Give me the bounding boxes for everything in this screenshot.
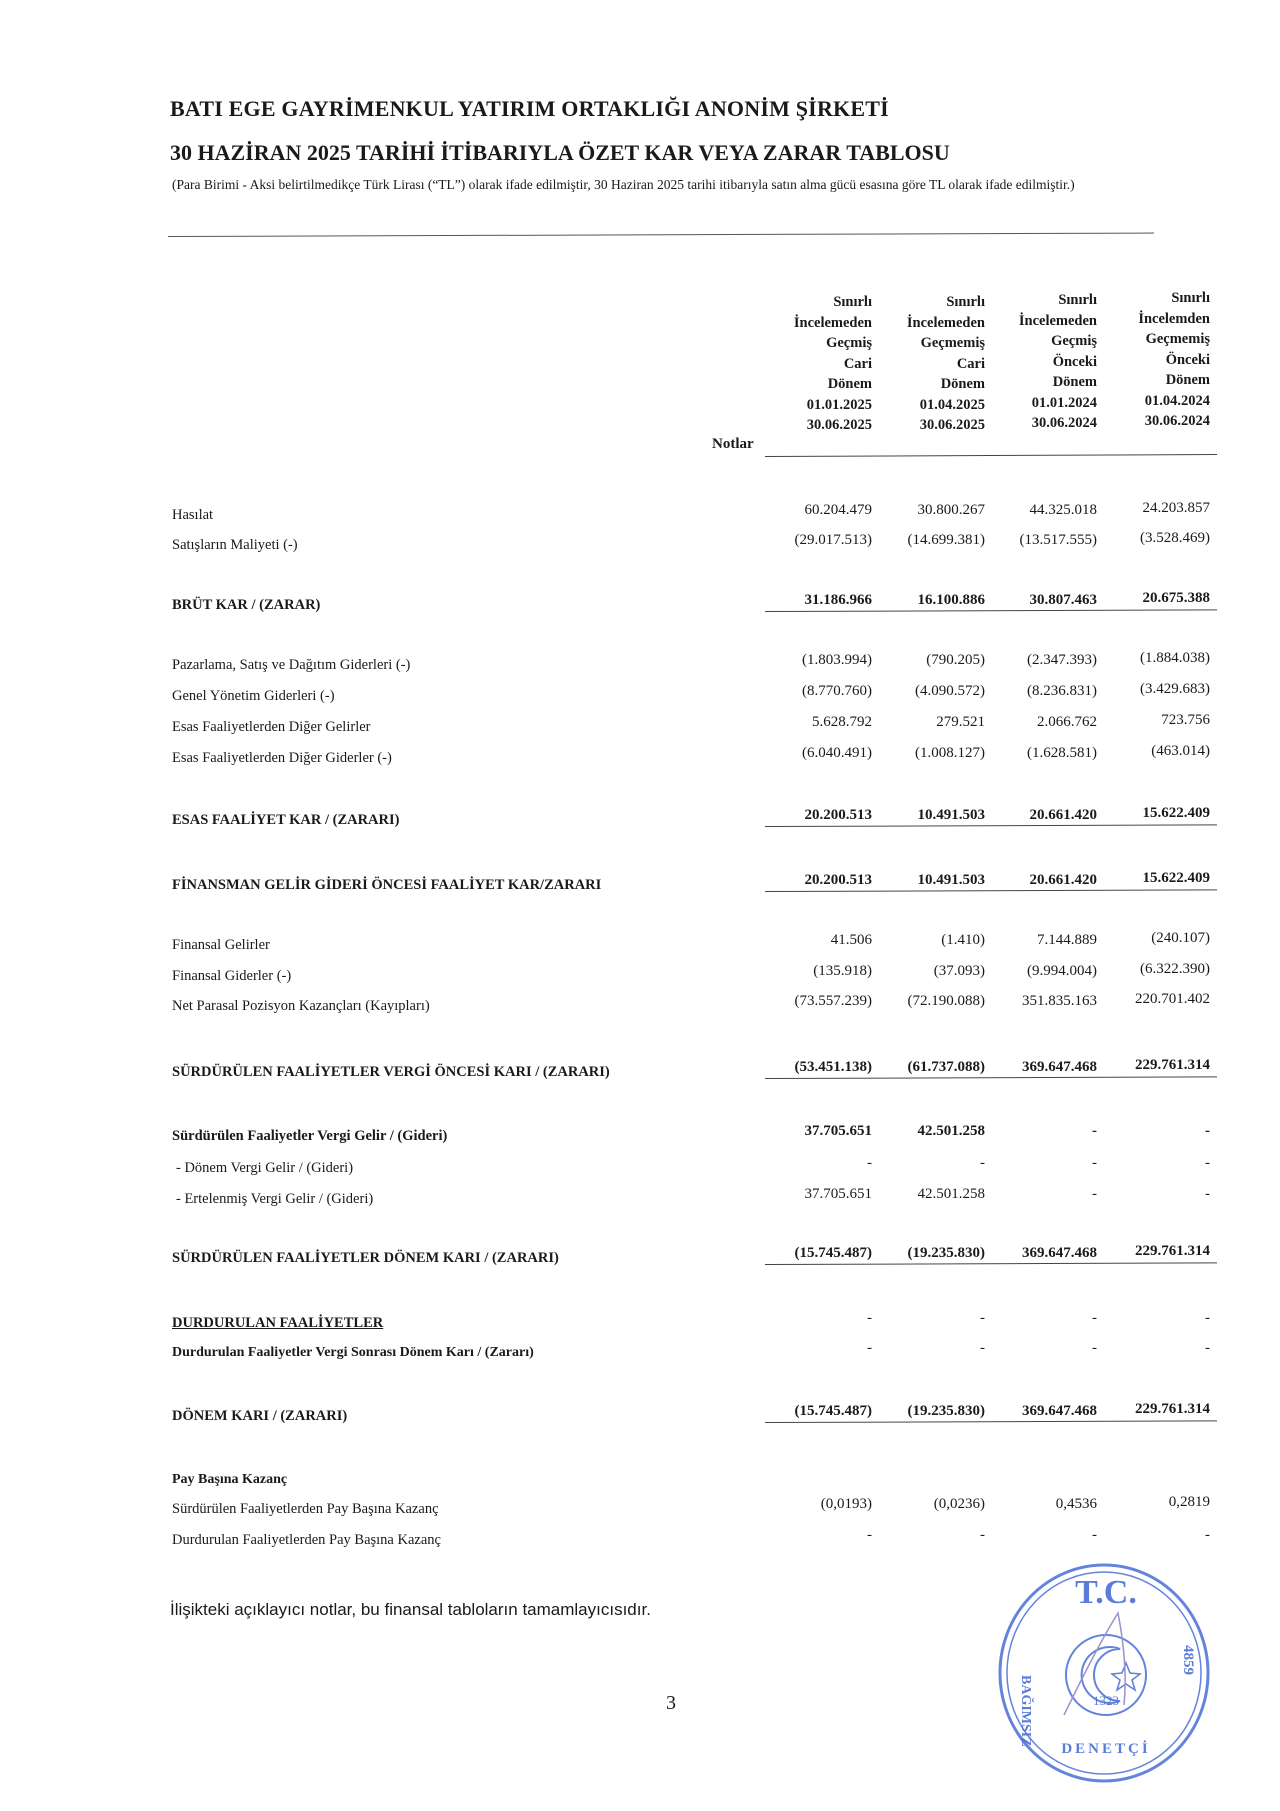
row-value: 42.501.258 (917, 1123, 985, 1139)
row-label: SÜRDÜRÜLEN FAALİYETLER VERGİ ÖNCESİ KARI / (ZARARI) (172, 1064, 610, 1080)
table-row-deferred-tax (0, 1186, 1280, 1208)
col-line: Geçmemiş (1145, 331, 1210, 347)
row-value: (1.410) (941, 932, 985, 948)
row-label: Esas Faaliyetlerden Diğer Giderler (-) (172, 750, 392, 766)
row-value: 42.501.258 (917, 1186, 985, 1202)
row-value: - (1092, 1340, 1097, 1356)
col-line: Geçmemiş (920, 335, 985, 351)
row-value: 20.661.420 (1029, 872, 1097, 888)
col-end-date: 30.06.2024 (1031, 415, 1097, 431)
auditor-stamp-icon (988, 1555, 1220, 1787)
row-value: - (1092, 1527, 1097, 1543)
row-value: - (867, 1310, 872, 1326)
col-line: İncelemeden (793, 314, 872, 331)
row-value: 220.701.402 (1135, 991, 1210, 1007)
row-value: (53.451.138) (794, 1059, 872, 1075)
row-value: - (1205, 1155, 1210, 1171)
row-value: 31.186.966 (804, 592, 872, 608)
col-end-date: 30.06.2024 (1144, 413, 1210, 429)
row-value: (6.322.390) (1140, 961, 1210, 977)
table-row-other-operating-income (0, 714, 1280, 736)
row-label: Sürdürülen Faaliyetlerden Pay Başına Kazanç (172, 1501, 439, 1517)
header-divider (168, 233, 1154, 237)
col-line: Geçmiş (826, 335, 872, 351)
table-row-tax-income (0, 1123, 1280, 1145)
row-value: (135.918) (813, 963, 872, 979)
col-line: Sınırlı (1058, 292, 1097, 308)
col-end-date: 30.06.2025 (806, 417, 872, 433)
col-line: İncelemeden (906, 314, 985, 331)
row-label: Net Parasal Pozisyon Kazançları (Kayıpları) (172, 998, 430, 1014)
row-value: 37.705.651 (804, 1186, 872, 1202)
row-value: 20.661.420 (1029, 807, 1097, 823)
row-value: (19.235.830) (907, 1245, 985, 1261)
company-name: BATI EGE GAYRİMENKUL YATIRIM ORTAKLIĞI ANONİM ŞİRKETİ (170, 96, 889, 121)
row-value: 60.204.479 (804, 502, 872, 518)
row-value: 44.325.018 (1029, 502, 1097, 518)
col-line: Dönem (1052, 374, 1097, 390)
row-value: 41.506 (830, 932, 872, 948)
row-value: (1.008.127) (915, 745, 985, 761)
row-value: - (867, 1340, 872, 1356)
row-value: 7.144.889 (1037, 932, 1097, 948)
col-end-date: 30.06.2025 (919, 417, 985, 433)
row-value: 2.066.762 (1037, 714, 1097, 730)
currency-note: (Para Birimi - Aksi belirtilmedikçe Türk Lirası (“TL”) olarak ifade edilmiştir, 30 Haziran 2025 tarihi itibarıyla satın alma gücü esasına göre TL olarak ifade edilmiştir.) (172, 177, 1075, 192)
col-line: İncelemeden (1018, 312, 1097, 329)
row-value: (13.517.555) (1019, 532, 1097, 548)
row-value: (3.528.469) (1140, 530, 1210, 546)
row-value: 369.647.468 (1022, 1245, 1097, 1261)
row-value: (6.040.491) (802, 745, 872, 761)
table-row-discontinued-ops-header (0, 1310, 1280, 1332)
row-value: 20.200.513 (804, 807, 872, 823)
footer-note: İlişikteki açıklayıcı notlar, bu finansal tabloların tamamlayıcısıdır. (170, 1600, 651, 1619)
table-row-finance-income (0, 932, 1280, 954)
table-row-eps-discontinued (0, 1527, 1280, 1549)
row-value: 279.521 (936, 714, 985, 730)
row-value: - (1092, 1186, 1097, 1202)
row-value: (790.205) (926, 652, 985, 668)
col-start-date: 01.01.2024 (1031, 394, 1097, 411)
col-line: Sınırlı (1171, 290, 1210, 306)
row-value: - (980, 1527, 985, 1543)
row-value: (72.190.088) (907, 993, 985, 1009)
row-label: Durdurulan Faaliyetler Vergi Sonrası Dönem Karı / (Zararı) (172, 1345, 534, 1360)
col-line: Dönem (940, 376, 985, 392)
row-value: 10.491.503 (917, 807, 985, 823)
row-label: Finansal Gelirler (172, 937, 270, 953)
row-value: 0,4536 (1055, 1496, 1097, 1512)
stamp-left-text: BAĞIMSIZ (1018, 1675, 1033, 1747)
row-label: DÖNEM KARI / (ZARARI) (172, 1408, 348, 1424)
row-value: 37.705.651 (804, 1123, 872, 1139)
row-label: Esas Faaliyetlerden Diğer Gelirler (172, 719, 371, 735)
row-label: Pay Başına Kazanç (172, 1472, 288, 1487)
col-start-date: 01.04.2025 (919, 396, 985, 413)
row-label: DURDURULAN FAALİYETLER (172, 1315, 384, 1331)
row-value: (463.014) (1151, 743, 1210, 759)
table-row-eps-header (0, 1470, 1280, 1492)
row-value: (0,0193) (820, 1496, 872, 1512)
row-value: - (980, 1155, 985, 1171)
row-value: (14.699.381) (907, 532, 985, 548)
col-line: Dönem (1165, 372, 1210, 388)
table-row-marketing-expenses (0, 652, 1280, 674)
row-value: (61.737.088) (907, 1059, 985, 1075)
row-value: - (1205, 1186, 1210, 1202)
row-label: Satışların Maliyeti (-) (172, 537, 298, 553)
row-value: - (1092, 1310, 1097, 1326)
row-value: - (980, 1310, 985, 1326)
col-line: Cari (956, 355, 985, 372)
table-row-finance-expenses (0, 963, 1280, 985)
row-value: (8.770.760) (802, 683, 872, 699)
row-value: 5.628.792 (812, 714, 872, 730)
table-row-discontinued-ops-profit (0, 1340, 1280, 1362)
row-label: Durdurulan Faaliyetlerden Pay Başına Kazanç (172, 1532, 441, 1548)
row-value: (1.884.038) (1140, 650, 1210, 666)
row-value: 369.647.468 (1022, 1059, 1097, 1075)
row-value: 30.807.463 (1029, 592, 1097, 608)
row-value: 229.761.314 (1135, 1243, 1210, 1259)
row-value: (240.107) (1151, 930, 1210, 946)
col-line: İncelemden (1138, 310, 1210, 327)
row-value: - (867, 1155, 872, 1171)
row-value: (1.803.994) (802, 652, 872, 668)
row-value: 20.675.388 (1142, 590, 1210, 606)
column-header-underline (765, 454, 1217, 457)
col-line: Sınırlı (946, 294, 985, 310)
stamp-top-text: T.C. (1075, 1574, 1137, 1611)
table-row-admin-expenses (0, 683, 1280, 705)
row-value: (29.017.513) (794, 532, 872, 548)
row-value: - (1205, 1310, 1210, 1326)
stamp-center-text: 1323 (1093, 1693, 1119, 1708)
col-line: Önceki (1165, 351, 1210, 368)
page-number: 3 (666, 1692, 676, 1714)
row-value: - (1205, 1123, 1210, 1139)
row-label: FİNANSMAN GELİR GİDERİ ÖNCESİ FAALİYET KAR/ZARARI (172, 877, 602, 893)
row-value: 229.761.314 (1135, 1057, 1210, 1073)
row-label: Sürdürülen Faaliyetler Vergi Gelir / (Gideri) (172, 1128, 448, 1144)
row-value: (1.628.581) (1027, 745, 1097, 761)
row-label: Finansal Giderler (-) (172, 968, 292, 984)
row-value: 16.100.886 (917, 592, 985, 608)
column-header-0 (752, 292, 872, 436)
row-value: (19.235.830) (907, 1403, 985, 1419)
table-row-net-monetary-position (0, 993, 1280, 1015)
table-row-revenue (0, 502, 1280, 524)
col-line: Dönem (827, 376, 872, 392)
row-label: - Ertelenmiş Vergi Gelir / (Gideri) (176, 1191, 374, 1207)
col-start-date: 01.01.2025 (806, 396, 872, 413)
table-row-current-tax (0, 1155, 1280, 1177)
column-header-3 (1090, 288, 1210, 432)
row-value: (15.745.487) (794, 1245, 872, 1261)
row-label: Genel Yönetim Giderleri (-) (172, 688, 335, 704)
row-value: (0,0236) (933, 1496, 985, 1512)
col-line: Cari (843, 355, 872, 372)
col-line: Geçmiş (1051, 333, 1097, 349)
notes-column-header: Notlar (712, 436, 754, 452)
row-value: (2.347.393) (1027, 652, 1097, 668)
column-header-1 (865, 292, 985, 436)
row-value: 369.647.468 (1022, 1403, 1097, 1419)
row-value: 15.622.409 (1142, 870, 1210, 886)
table-row-cost-of-sales (0, 532, 1280, 554)
col-start-date: 01.04.2024 (1144, 392, 1210, 409)
row-label: Pazarlama, Satış ve Dağıtım Giderleri (-) (172, 657, 411, 673)
row-value: (15.745.487) (794, 1403, 872, 1419)
row-label: BRÜT KAR / (ZARAR) (172, 597, 321, 613)
row-value: - (1205, 1527, 1210, 1543)
row-value: - (1092, 1123, 1097, 1139)
statement-title: 30 HAZİRAN 2025 TARİHİ İTİBARIYLA ÖZET KAR VEYA ZARAR TABLOSU (170, 140, 950, 165)
row-value: 24.203.857 (1142, 500, 1210, 516)
row-value: 229.761.314 (1135, 1401, 1210, 1417)
row-value: - (1205, 1340, 1210, 1356)
row-value: (9.994.004) (1027, 963, 1097, 979)
row-label: ESAS FAALİYET KAR / (ZARARI) (172, 812, 400, 828)
col-line: Önceki (1052, 353, 1097, 370)
stamp-bottom-text: DENETÇİ (1061, 1741, 1151, 1757)
table-row-other-operating-expenses (0, 745, 1280, 767)
column-header-2 (977, 290, 1097, 434)
stamp-right-text: 4859 (1180, 1645, 1196, 1675)
col-line: Sınırlı (833, 294, 872, 310)
row-value: 15.622.409 (1142, 805, 1210, 821)
row-label: - Dönem Vergi Gelir / (Gideri) (176, 1160, 354, 1176)
row-label: SÜRDÜRÜLEN FAALİYETLER DÖNEM KARI / (ZARARI) (172, 1250, 559, 1266)
row-value: (73.557.239) (794, 993, 872, 1009)
table-row-eps-continuing (0, 1496, 1280, 1518)
row-value: 351.835.163 (1022, 993, 1097, 1009)
row-value: 30.800.267 (917, 502, 985, 518)
row-value: - (867, 1527, 872, 1543)
row-value: - (1092, 1155, 1097, 1171)
row-value: 20.200.513 (804, 872, 872, 888)
row-value: (4.090.572) (915, 683, 985, 699)
row-value: 723.756 (1161, 712, 1210, 728)
row-value: 0,2819 (1168, 1494, 1210, 1510)
row-label: Hasılat (172, 507, 214, 523)
row-value: - (980, 1340, 985, 1356)
row-value: (8.236.831) (1027, 683, 1097, 699)
row-value: 10.491.503 (917, 872, 985, 888)
row-value: (3.429.683) (1140, 681, 1210, 697)
row-value: (37.093) (933, 963, 985, 979)
